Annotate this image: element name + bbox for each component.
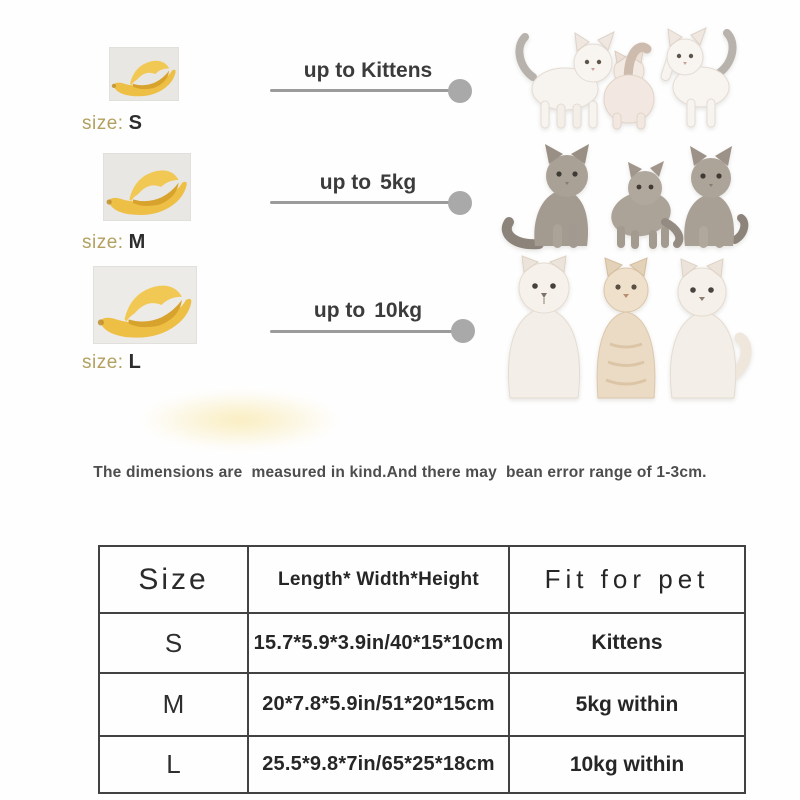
kittens-image: [505, 25, 745, 130]
banana-bed-icon: [103, 153, 191, 221]
cell-fit-s: Kittens: [509, 613, 745, 673]
up-to-text: up to: [319, 171, 372, 194]
cell-fit-l: 10kg within: [509, 736, 745, 793]
banana-bed-l-image: [93, 266, 197, 344]
table-row-m: [99, 673, 745, 736]
header-fit-for-pet: Fit for pet: [509, 546, 745, 613]
pointer-line: [270, 330, 462, 333]
cell-dims-l: 25.5*9.8*7in/65*25*18cm: [248, 736, 509, 793]
table-row-s: [99, 613, 745, 673]
banana-bed-icon: [109, 47, 179, 101]
cell-size-m: M: [99, 673, 248, 736]
cell-dims-s: 15.7*5.9*3.9in/40*15*10cm: [248, 613, 509, 673]
header-size: Size: [99, 546, 248, 613]
size-prefix: size:: [82, 113, 124, 134]
banana-bed-s-image: [109, 47, 179, 101]
size-value: M: [128, 231, 146, 253]
faded-banana-watermark: [140, 390, 340, 450]
fluffy-cats-image: [493, 252, 755, 400]
pointer-dot-icon: [451, 319, 475, 343]
up-to-text: up to: [313, 299, 366, 322]
size-spec-table: [98, 545, 746, 794]
cell-dims-m: 20*7.8*5.9in/51*20*15cm: [248, 673, 509, 736]
pointer-dot-icon: [448, 79, 472, 103]
capacity-value: Kittens: [361, 59, 433, 82]
size-label-l: [82, 351, 141, 374]
size-prefix: size:: [82, 352, 124, 373]
capacity-text-l: [268, 299, 468, 323]
cell-fit-m: 5kg within: [509, 673, 745, 736]
table-header-row: [99, 546, 745, 613]
capacity-text-m: [268, 171, 468, 195]
capacity-text-s: [268, 59, 468, 83]
size-value: S: [128, 112, 143, 134]
size-prefix: size:: [82, 232, 124, 253]
capacity-value: 5kg: [380, 171, 417, 194]
dimension-disclaimer: The dimensions are measured in kind.And there may bean error range of 1-3cm.: [93, 464, 707, 481]
pointer-line: [270, 89, 462, 92]
size-label-m: [82, 231, 146, 254]
size-label-s: [82, 112, 142, 135]
pointer-dot-icon: [448, 191, 472, 215]
pointer-line: [270, 201, 462, 204]
table-row-l: [99, 736, 745, 793]
size-value: L: [128, 351, 142, 373]
capacity-value: 10kg: [374, 299, 423, 322]
banana-bed-m-image: [103, 153, 191, 221]
header-dimensions: Length* Width*Height: [248, 546, 509, 613]
up-to-text: up to: [303, 59, 356, 82]
cell-size-s: S: [99, 613, 248, 673]
banana-bed-icon: [93, 266, 197, 344]
gray-cats-image: [498, 142, 750, 254]
cell-size-l: L: [99, 736, 248, 793]
